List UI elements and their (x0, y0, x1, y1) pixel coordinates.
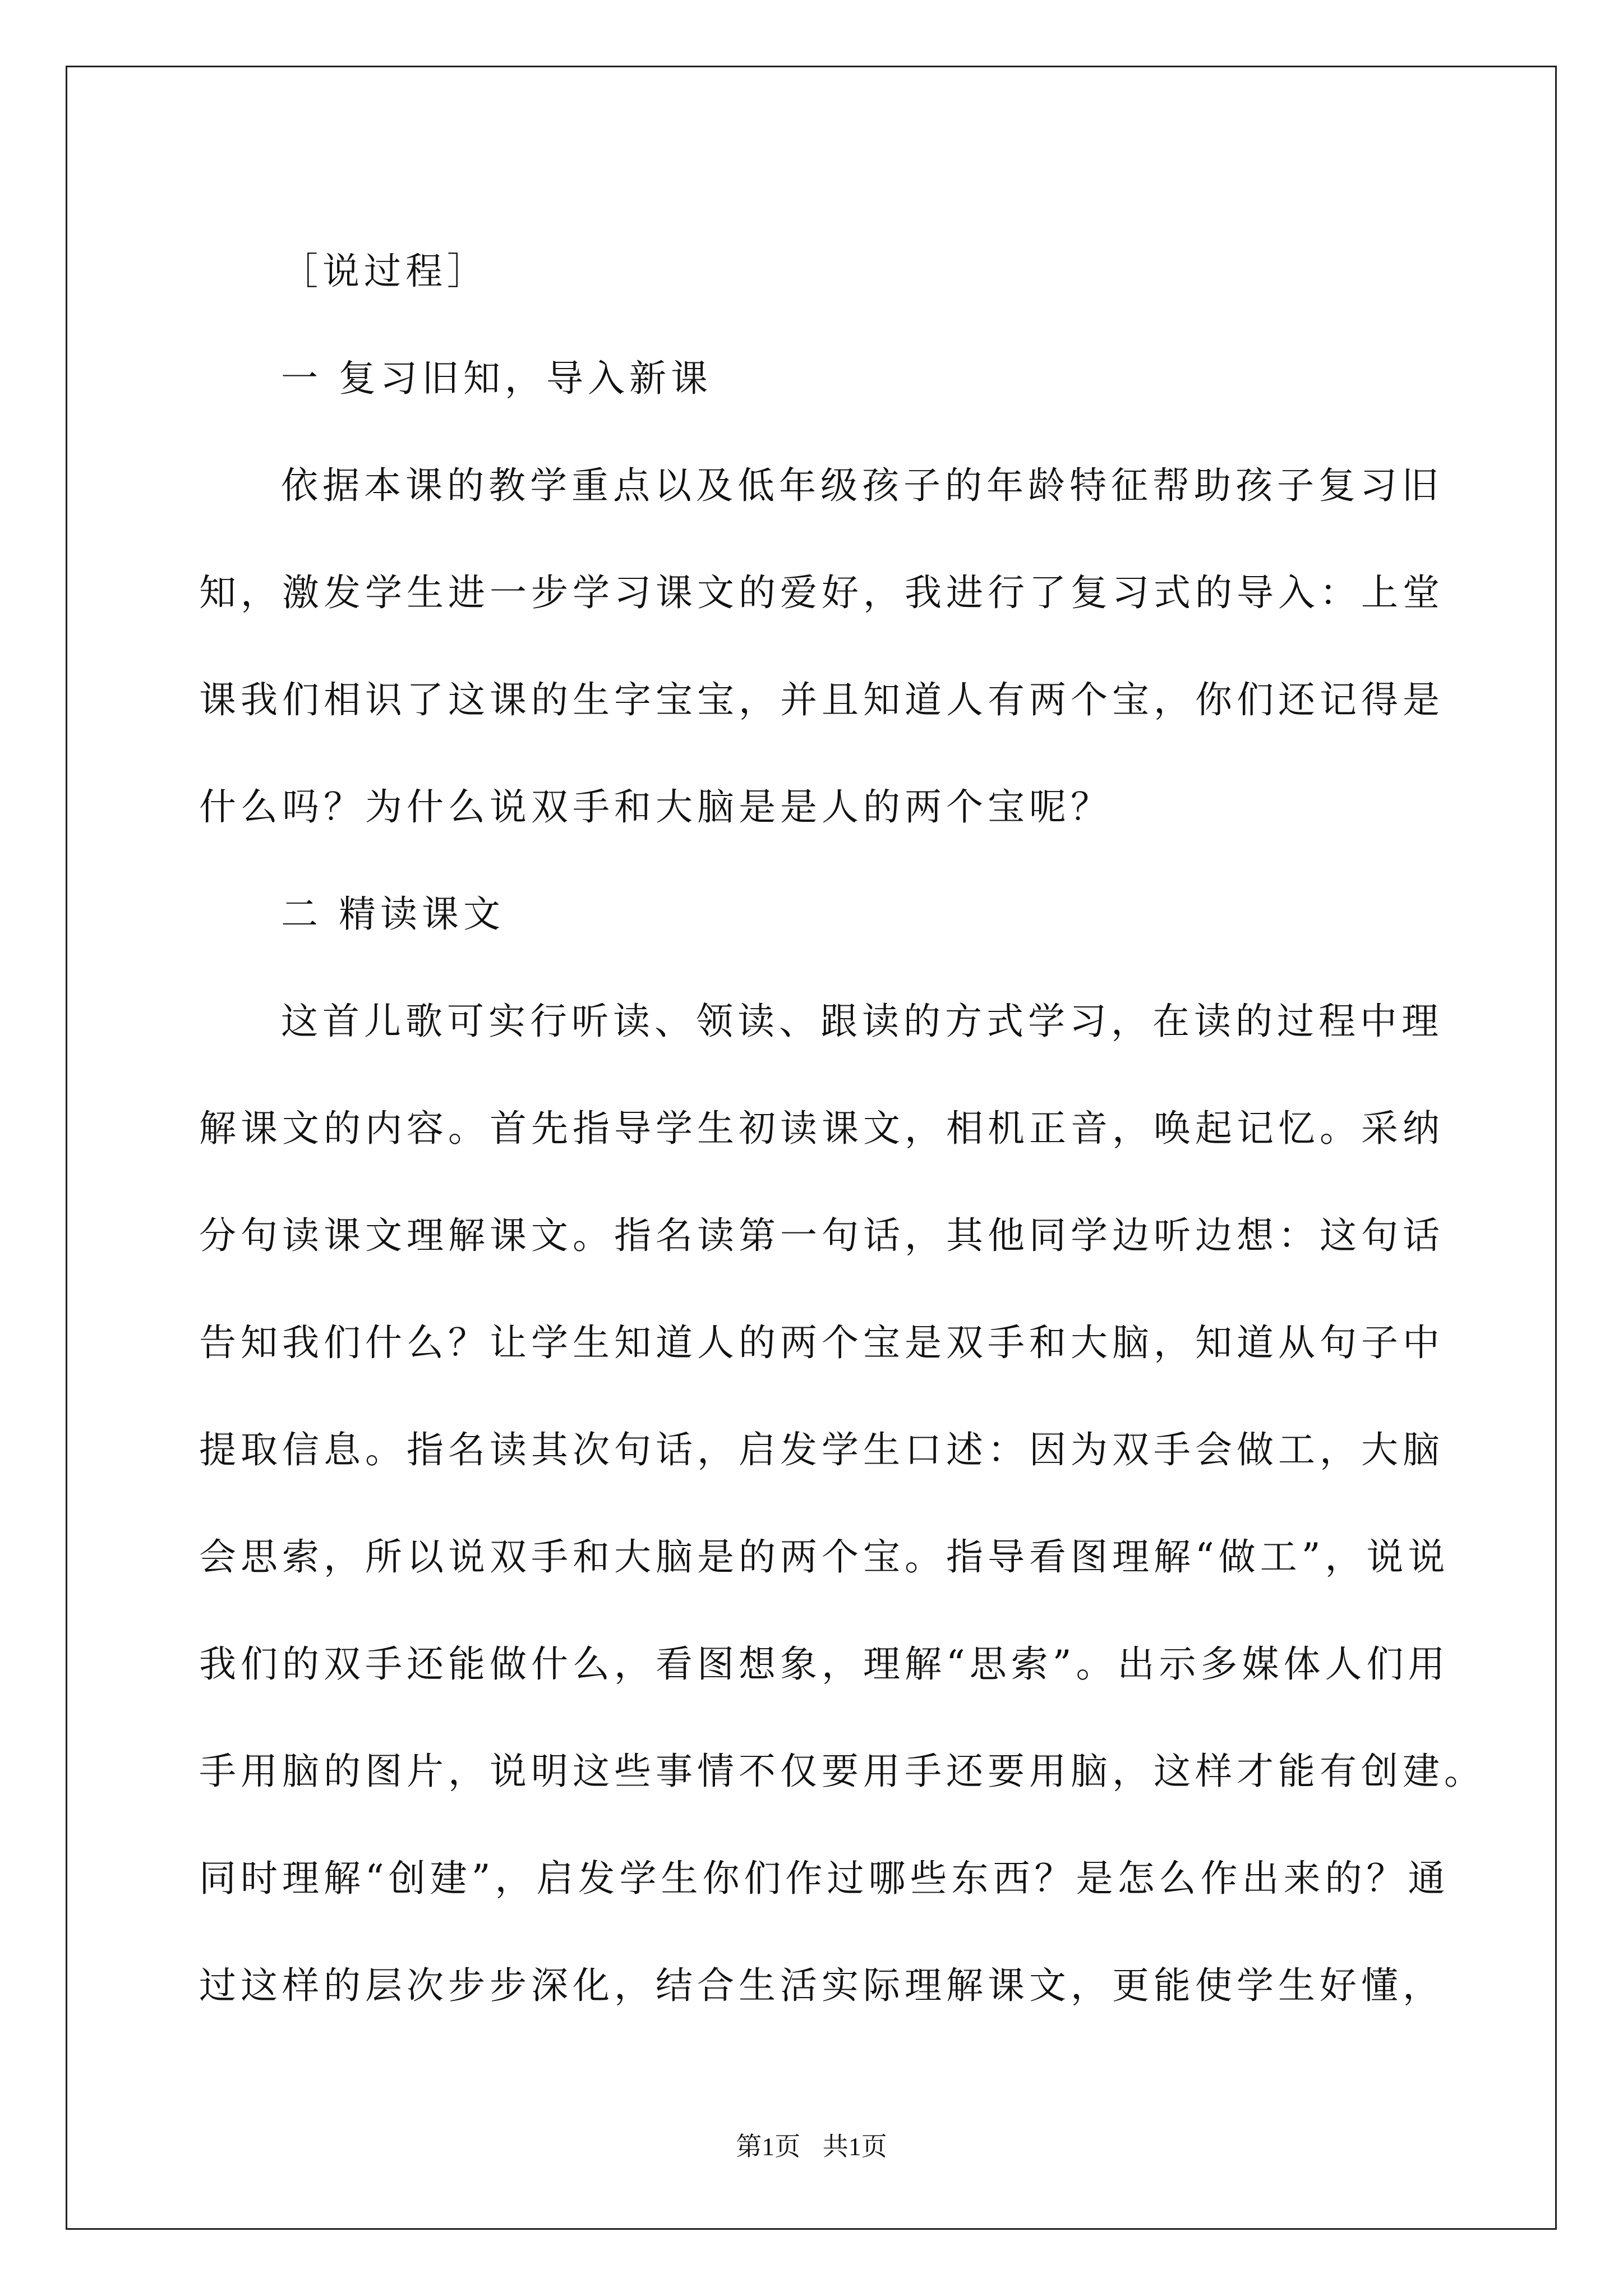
section-heading-reading: 二 精读课文 (281, 892, 505, 936)
paragraph-line: 我们的双手还能做什么，看图想象，理解“思索”。出示多媒体人们用 (199, 1642, 1450, 1686)
paragraph-line: 会思索，所以说双手和大脑是的两个宝。指导看图理解“做工”，说说 (199, 1535, 1450, 1579)
page-number-total: 共1页 (822, 2132, 887, 2161)
paragraph-line: 课我们相识了这课的生字宝宝，并且知道人有两个宝，你们还记得是 (199, 678, 1444, 721)
document-body (199, 218, 1486, 2039)
paragraph-line: 告知我们什么？让学生知道人的两个宝是双手和大脑，知道从句子中 (199, 1321, 1444, 1364)
section-heading-process: ［说过程］ (281, 250, 488, 293)
paragraph-line: 分句读课文理解课文。指名读第一句话，其他同学边听边想：这句话 (199, 1214, 1444, 1257)
section-heading-review: 一 复习旧知，导入新课 (281, 357, 712, 400)
page-number-current: 第1页 (736, 2132, 801, 2161)
page-footer (0, 2126, 1623, 2163)
paragraph-line: 知，激发学生进一步学习课文的爱好，我进行了复习式的导入：上堂 (199, 571, 1444, 614)
paragraph-line: 解课文的内容。首先指导学生初读课文，相机正音，唤起记忆。采纳 (199, 1107, 1444, 1150)
paragraph-line: 过这样的层次步步深化，结合生活实际理解课文，更能使学生好懂， (199, 1964, 1444, 2007)
paragraph-line: 这首儿歌可实行听读、领读、跟读的方式学习，在读的过程中理 (281, 1000, 1443, 1043)
paragraph-line: 依据本课的教学重点以及低年级孩子的年龄特征帮助孩子复习旧 (281, 464, 1443, 507)
paragraph-line: 提取信息。指名读其次句话，启发学生口述：因为双手会做工，大脑 (199, 1428, 1444, 1471)
paragraph-line: 手用脑的图片，说明这些事情不仅要用手还要用脑，这样才能有创建。 (199, 1750, 1486, 1793)
paragraph-line: 同时理解“创建”，启发学生你们作过哪些东西？是怎么作出来的？通 (199, 1857, 1450, 1900)
paragraph-line: 什么吗？为什么说双手和大脑是是人的两个宝呢？ (199, 785, 1112, 829)
